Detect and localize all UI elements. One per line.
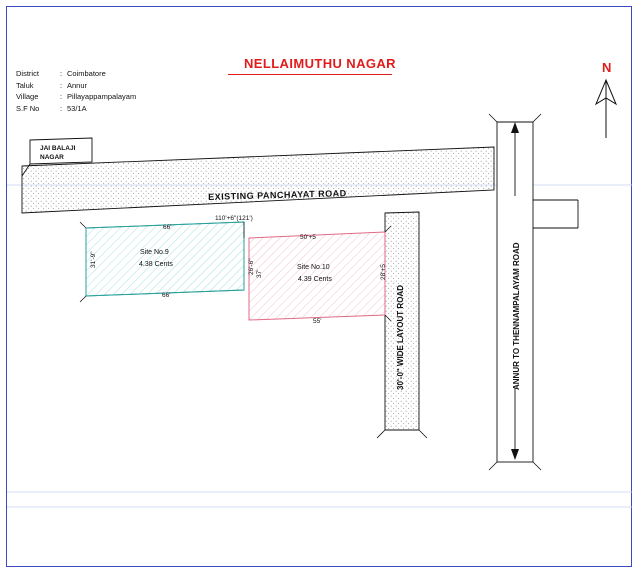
info-key-sfno: S.F No [16,103,40,113]
annur-road-label: ANNUR TO THENNAMPALAYAM ROAD [512,242,521,390]
layout-road-label: 30'-0" WIDE LAYOUT ROAD [396,285,405,390]
page-title: NELLAIMUTHU NAGAR [244,56,396,71]
dim-site9-top: 66' [163,224,172,231]
info-key-village: Village [16,92,39,101]
dim-site9-left: 31'-9" [90,251,97,268]
plot-site-9 [86,222,244,296]
info-value-taluk: Annur [67,80,88,90]
info-row-sfno: S.F No : 53/1A [16,103,87,113]
jai-balaji-nagar-label [40,144,75,162]
dim-site10-bottom: 55' [313,318,322,325]
existing-panchayat-road-band [22,147,494,213]
info-row-taluk: Taluk : Annur [16,80,88,90]
dim-site9-bottom: 66' [162,292,171,299]
jai-balaji-line1: JAI BALAJI [40,145,76,152]
info-key-district: District [16,69,39,78]
existing-panchayat-road-label: EXISTING PANCHAYAT ROAD [208,188,347,202]
info-value-sfno: 53/1A [67,103,87,113]
info-value-village: Pillayappampalayam [67,92,137,101]
info-row-district: District : Coimbatore [16,69,106,78]
info-value-district: Coimbatore [67,69,106,78]
dim-road-chainage: 110'+6"(121') [215,215,253,222]
dim-site10-left: 37' [256,269,263,278]
site-9-name: Site No.9 [140,249,169,256]
dim-site10-right: 28'+5 [380,264,387,280]
site-10-name: Site No.10 [297,264,330,271]
dim-site10-top: 50'+5 [300,234,316,241]
dim-site9-right: 26'-6" [248,258,255,275]
jai-balaji-line2: NAGAR [40,154,64,161]
north-label: N [602,60,612,75]
site-9-area: 4.38 Cents [139,261,173,268]
site-10-area: 4.39 Cents [298,276,332,283]
info-key-taluk: Taluk [16,80,34,90]
info-row-village: Village : Pillayappampalayam [16,92,137,101]
